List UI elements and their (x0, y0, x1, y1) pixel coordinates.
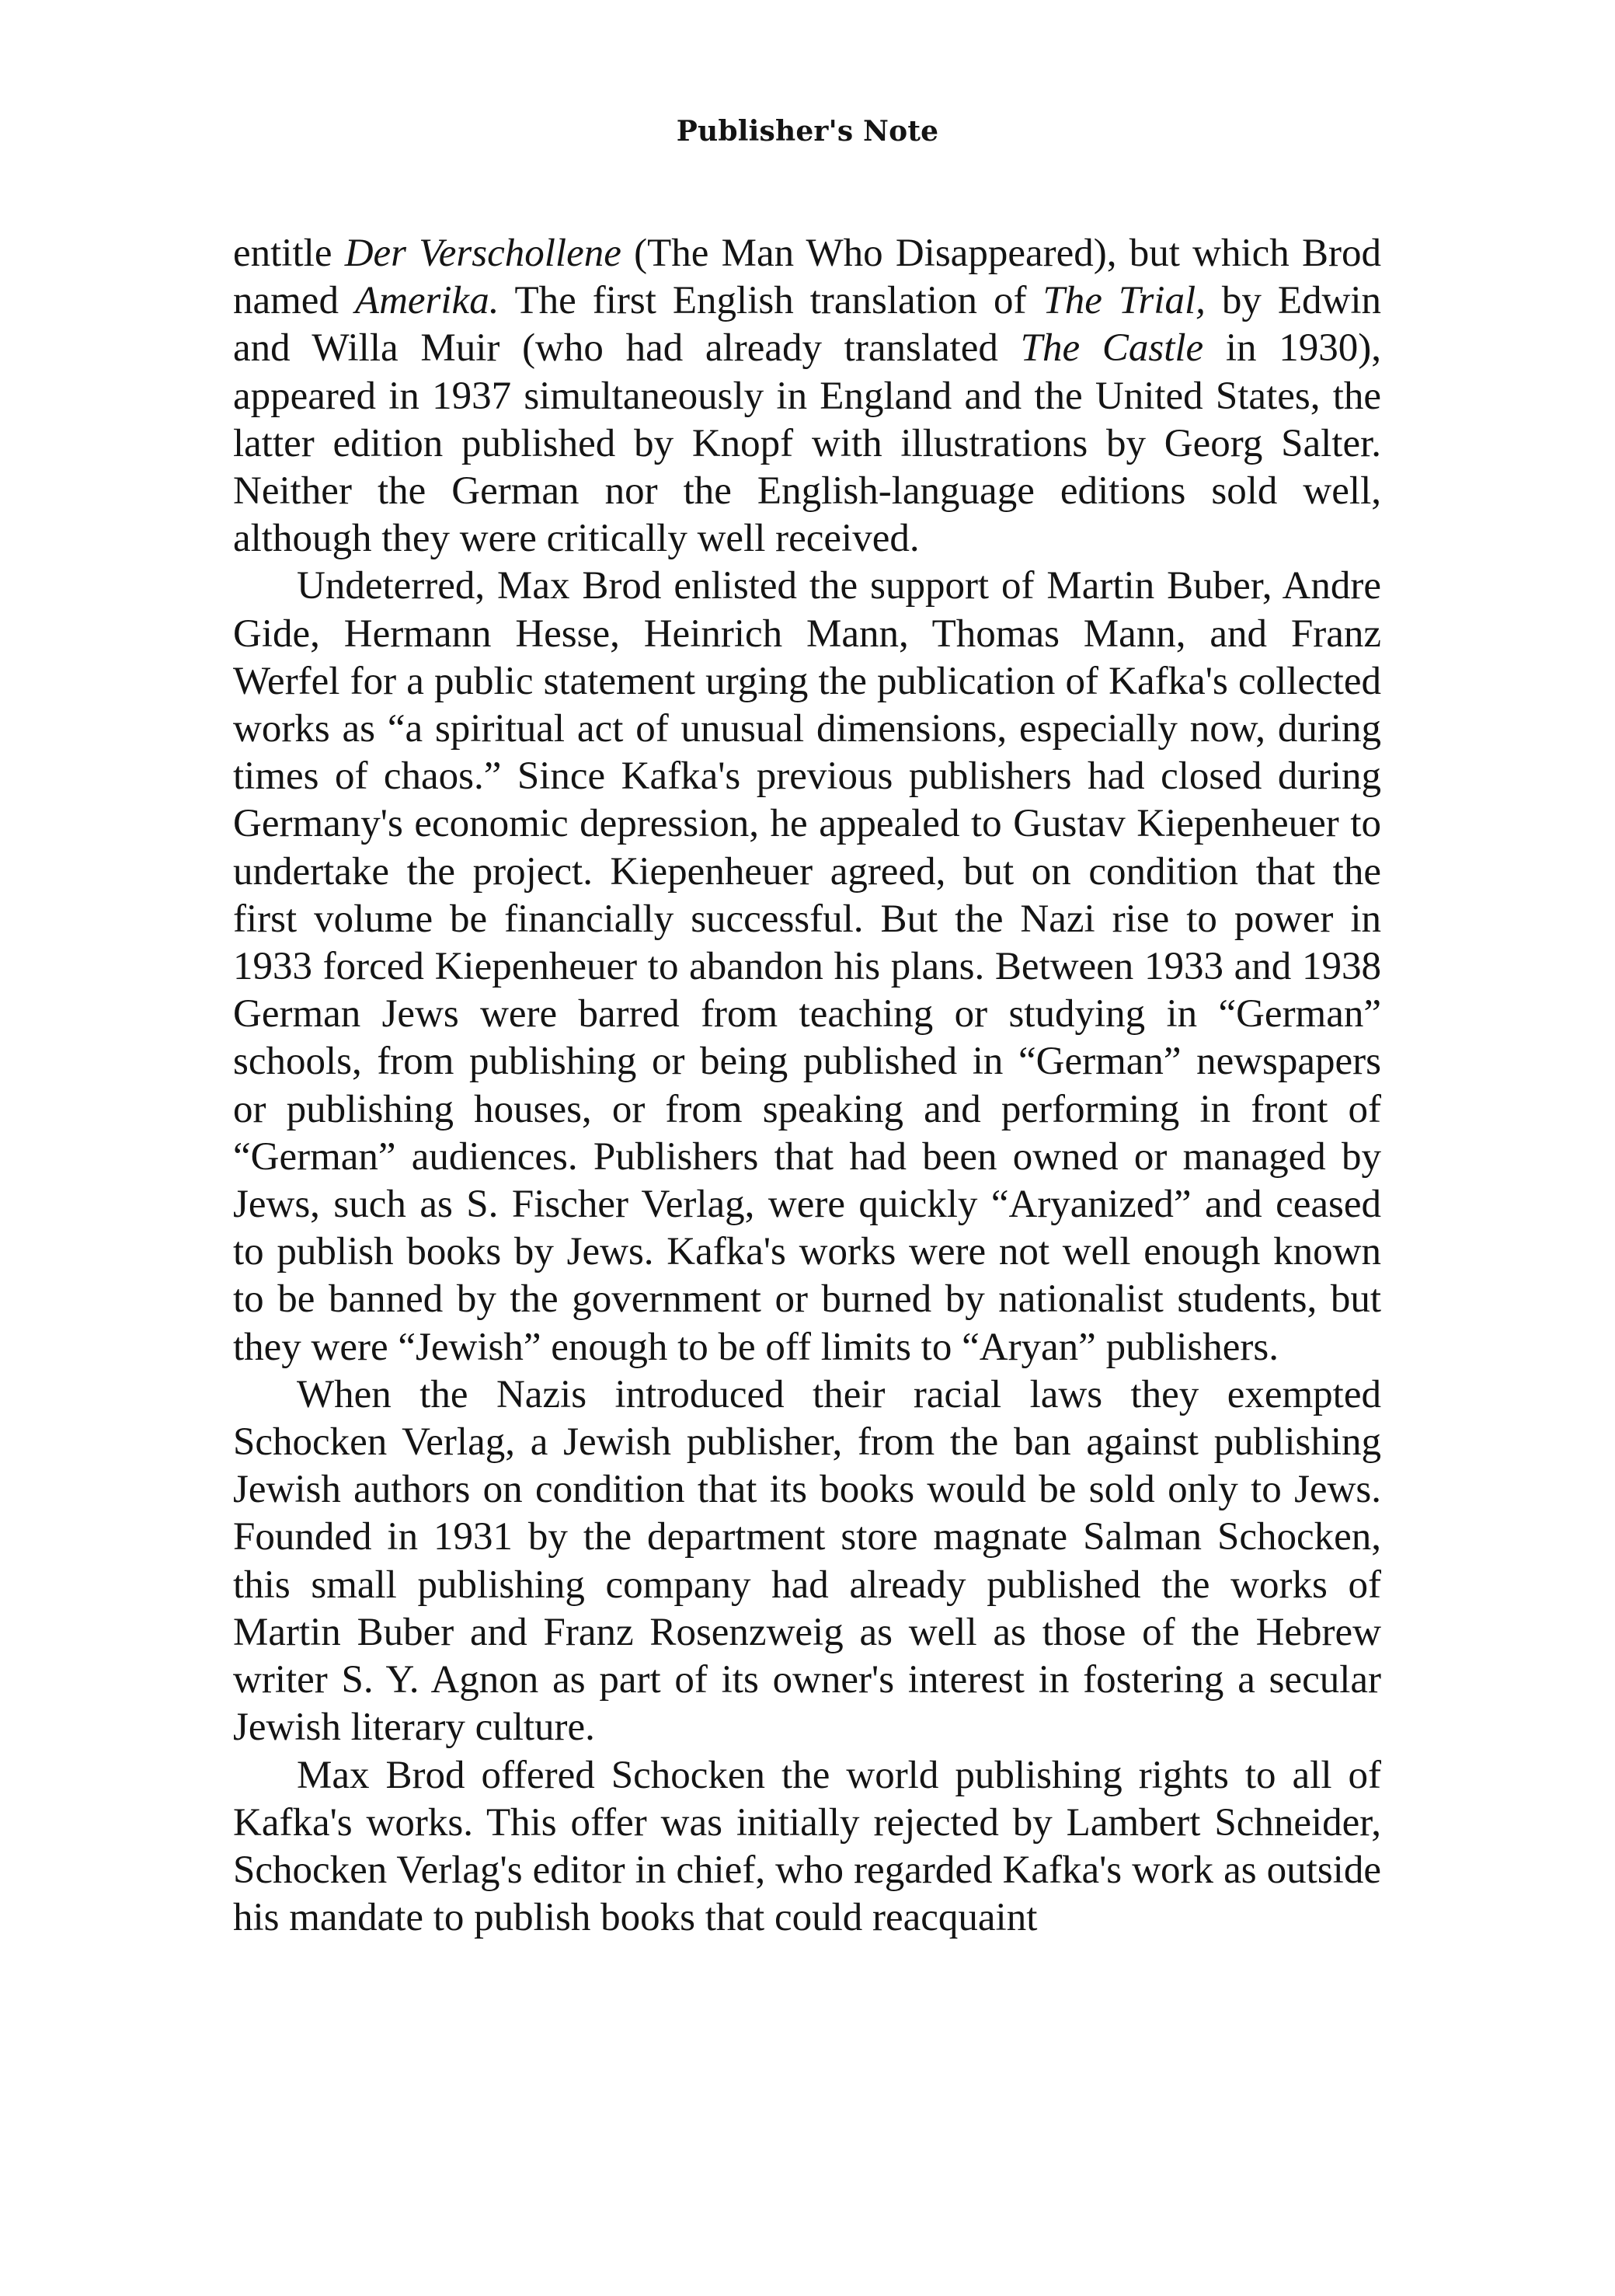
italic-title-the-trial: The Trial, (1042, 279, 1206, 323)
italic-title-der-verschollene: Der Verschollene (344, 232, 621, 275)
body-text (233, 230, 1381, 1942)
text-segment: entitle (233, 232, 345, 275)
italic-title-the-castle: The Castle (1020, 326, 1204, 371)
paragraph-3 (233, 1371, 1381, 1752)
text-segment: Undeterred, Max Brod enlisted the support of Martin Buber, Andre Gide, Hermann Hesse, Heinrich Mann, Thomas Mann, and Franz Werfel for a public statement urging the publication of Kafka's collected works as “a spiritual act of unusual dimensions, especially now, during times of chaos.” Since Kafka's previous publishers had closed during Germany's economic depression, he appealed to Gustav Kiepenheuer to undertake the project. Kiepenheuer agreed, but on condition that the first volume be financially successful. But the Nazi rise to power in 1933 forced Kiepenheuer to abandon his plans. Between 1933 and 1938 German Jews were barred from teaching or studying in “German” schools, from publishing or being published in “German” newspapers or publishing houses, or from speaking and performing in front of “German” audiences. Publishers that had been owned or managed by Jews, such as S. Fischer Verlag, were quickly “Aryanized” and ceased to publish books by Jews. Kafka's works were not well enough known to be banned by the government or burned by nationalist students, but they were “Jewish” enough to be off limits to “Aryan” publishers. (233, 564, 1381, 1369)
running-head: Publisher's Note (676, 115, 939, 148)
italic-title-amerika: Amerika. (354, 279, 499, 323)
text-segment: in 1930), appeared in 1937 simultaneously in England and the United States, the latter edition published by Knopf with illustrations by Georg Salter. Neither the German nor the English-language editions sold well, although they were critically well received. (233, 326, 1381, 561)
paragraph-4 (233, 1752, 1381, 1942)
text-segment: (The Man Who Disappeared), but which Brod named (233, 232, 1381, 323)
text-segment: Max Brod offered Schocken the world publishing rights to all of Kafka's works. This offer was initially rejected by Lambert Schneider, Schocken Verlag's editor in chief, who regarded Kafka's work as outside his mandate to publish books that could reacquaint (233, 1753, 1381, 1940)
text-segment: When the Nazis introduced their racial laws they exempted Schocken Verlag, a Jewish publisher, from the ban against publishing Jewish authors on condition that its books would be sold only to Jews. Founded in 1931 by the department store magnate Salman Schocken, this small publishing company had already published the works of Martin Buber and Franz Rosenzweig as well as those of the Hebrew writer S. Y. Agnon as part of its owner's interest in fostering a secular Jewish literary culture. (233, 1372, 1381, 1750)
paragraph-2 (233, 563, 1381, 1371)
text-segment: The first English translation of (499, 279, 1043, 323)
text-segment: by Edwin and Willa Muir (who had already translated (233, 279, 1381, 371)
paragraph-1 (233, 230, 1381, 563)
